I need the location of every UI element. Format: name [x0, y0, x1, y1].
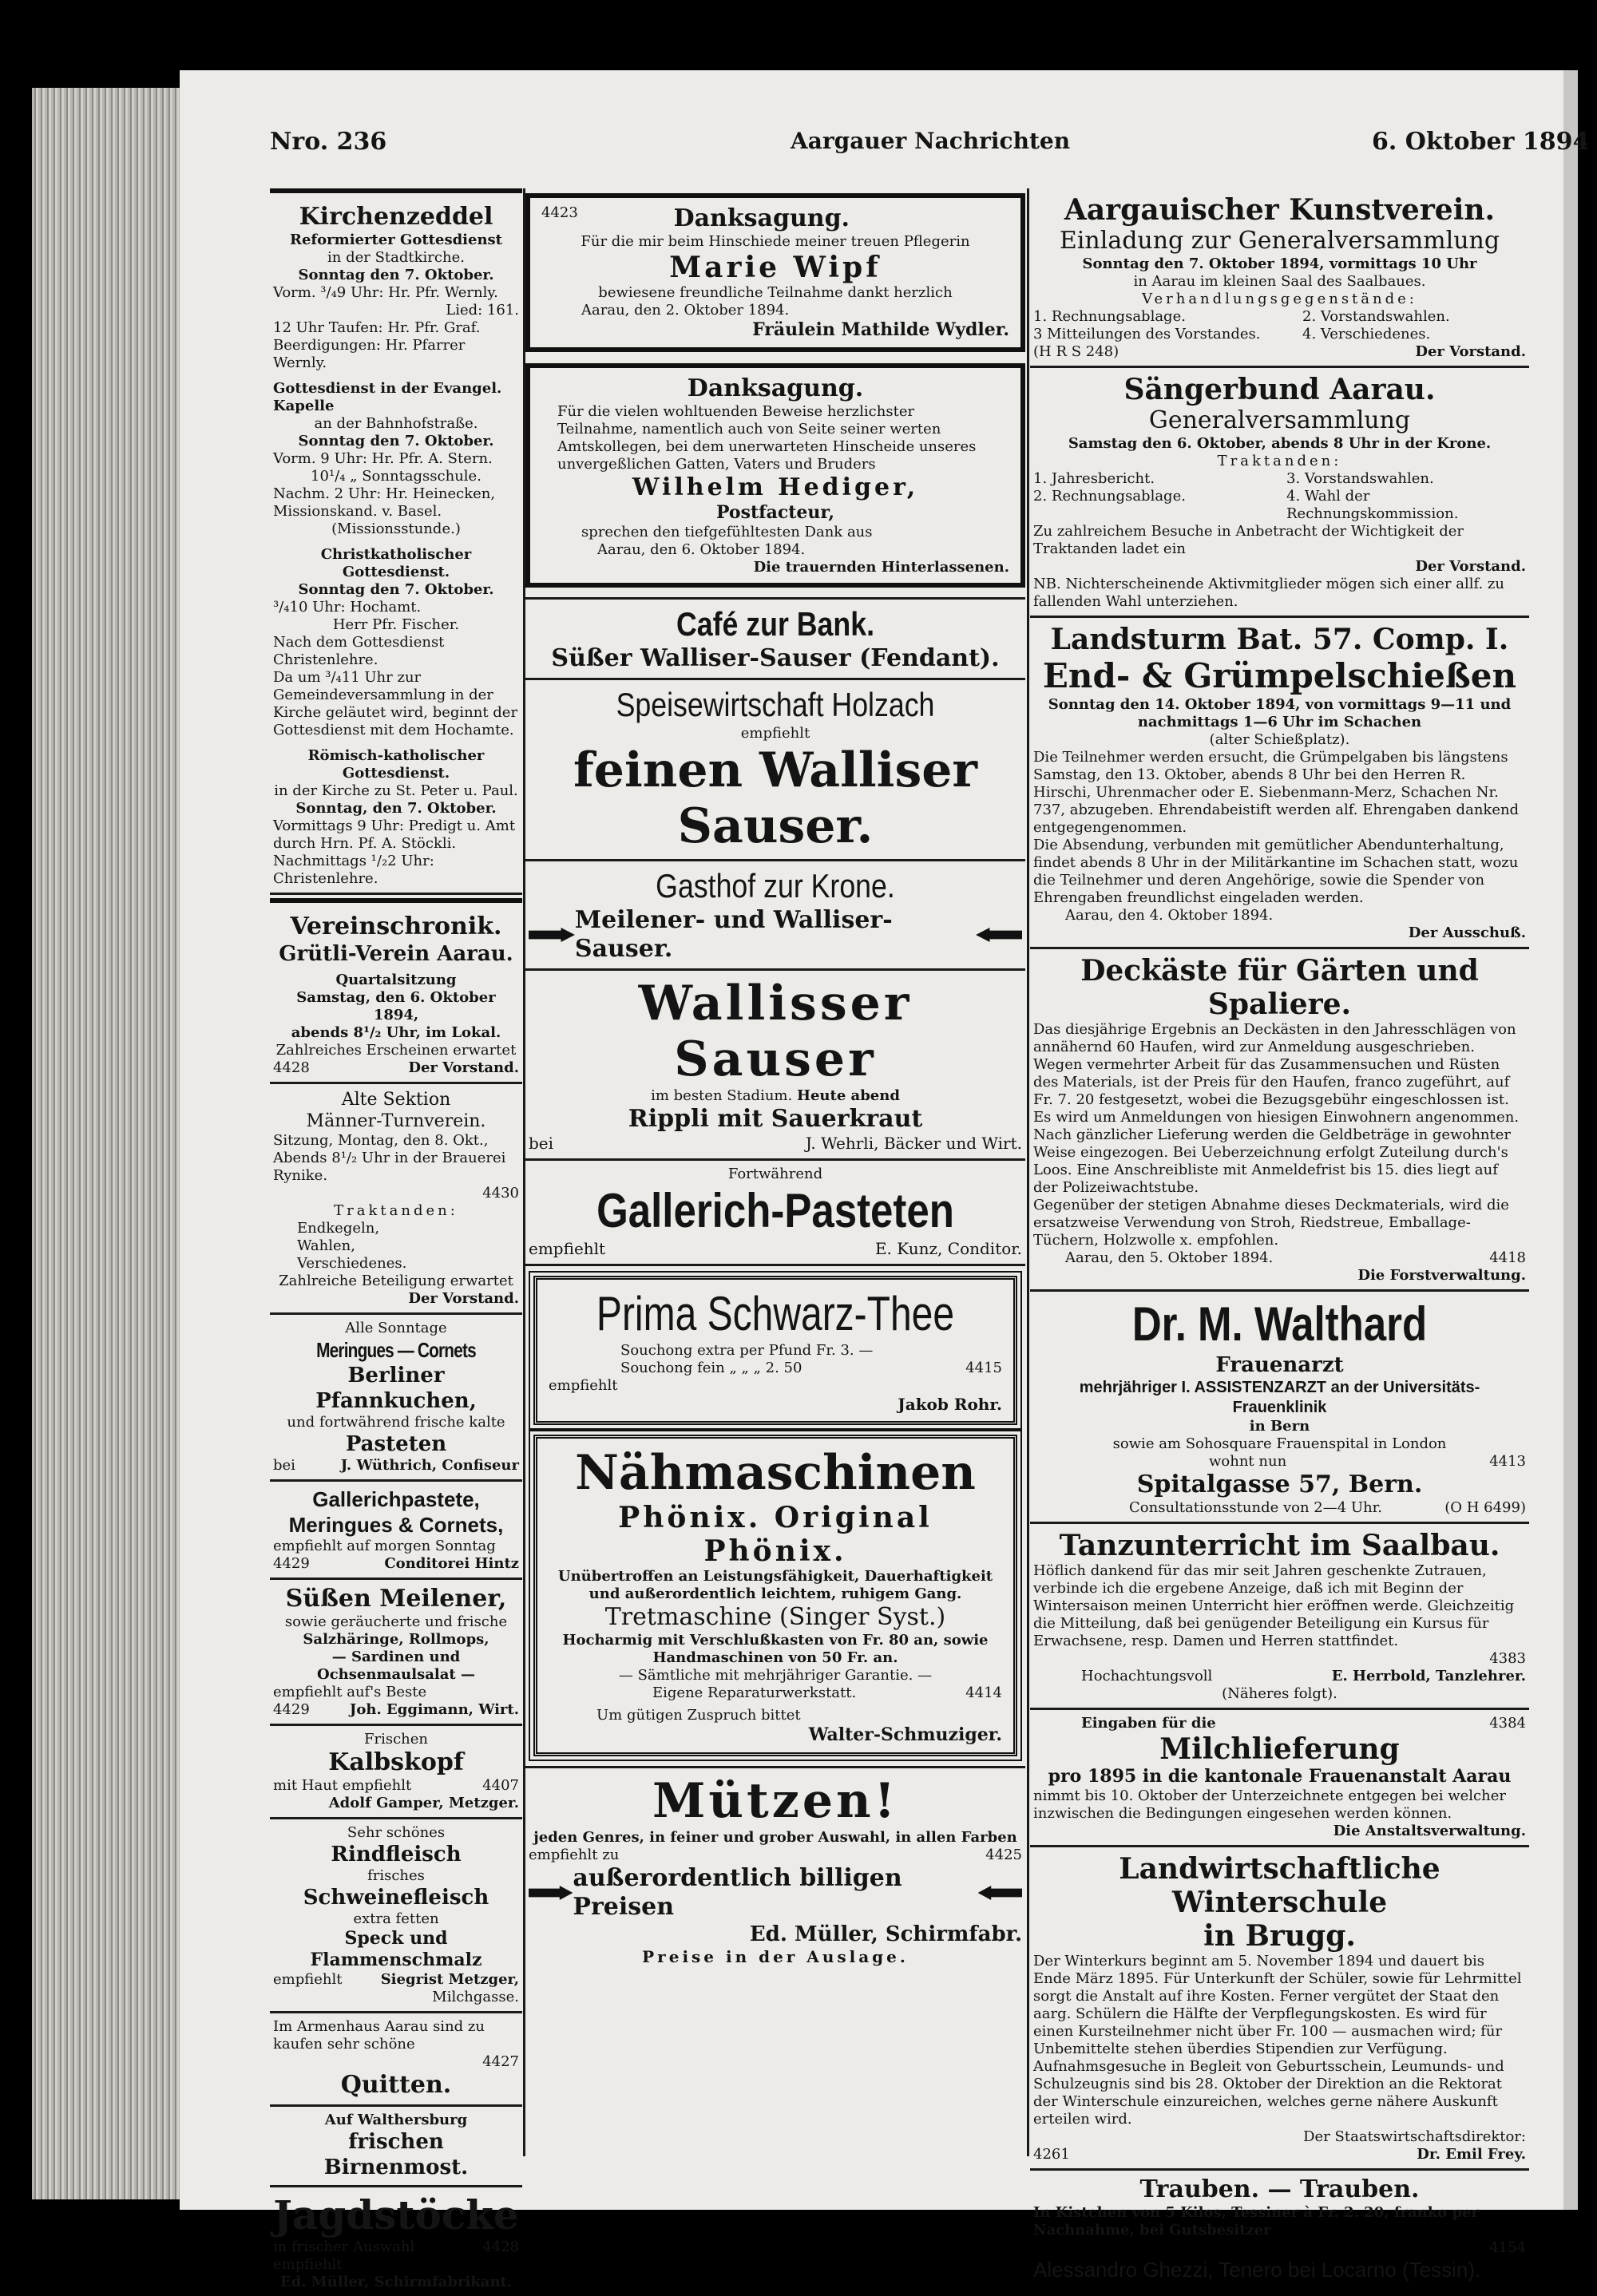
text-line: Das diesjährige Ergebnis an Deckästen in den Jahresschlägen von annähernd 60 Haufen, wird zur Anmeldung ausgeschrieben. Wegen vermehrter Arbeit für das Zusammensuchen und Rüsten des Materials, ist der Preis für den Haufen, franco zugeführt, auf Fr. 7. 20 festgesetzt, wobei die Bezugsgebühr eingeschlossen ist. Es wird um Anmeldungen von hiesigen Einwohnern angenommen. Nach gänzlicher Lieferung werden die Geldbeträge in gewohnter Weise eingezogen. Bei Ueberzeichnung erfolgt Zuteilung durch's Loos. Eine Anschreibliste mit Anmeldefrist bis 15. dies liegt auf der Polizeiwachtstube. [1033, 1021, 1520, 1196]
column-left [270, 188, 522, 2296]
ad-number: 4415 [965, 1360, 1002, 1376]
book-spine-pages [32, 88, 184, 2199]
text-line: außerordentlich billigen Preisen [573, 1864, 902, 1921]
text-line: Pasteten [345, 1432, 447, 1456]
ad-number: 4413 [1489, 1453, 1526, 1470]
text-line: Vorm. 9 Uhr: Hr. Pfr. A. Stern. [273, 450, 493, 467]
text-line: in der Stadtkirche. [327, 249, 465, 266]
section-title: Landwirtschaftliche Winterschule [1119, 1852, 1440, 1919]
text-line: Samstag, den 6. Oktober 1894, [296, 989, 496, 1023]
text-line: (Näheres folgt). [1222, 1685, 1337, 1702]
meilener-ad [270, 1580, 522, 1726]
ad-code: (H R S 248) [1033, 343, 1119, 360]
ad-number: 4414 [965, 1684, 1002, 1701]
text-line: Berliner Pfannkuchen, [315, 1364, 477, 1413]
ad-number: 4430 [482, 1185, 519, 1201]
text-line: Mützen! [652, 1773, 898, 1829]
text-line: frisches [367, 1867, 425, 1884]
turnverein-notice [270, 1084, 522, 1315]
section-title: Milchlieferung [1159, 1732, 1400, 1766]
text-line: empfiehlt auf's Beste [273, 1684, 427, 1700]
signature: J. Wüthrich, Confiseur [340, 1457, 519, 1474]
text-line: pro 1895 in die kantonale Frauenanstalt Aarau [1048, 1766, 1512, 1787]
text-line: 1. Rechnungsablage. [1033, 308, 1186, 325]
text-line: Nachmittags ¹/₂2 Uhr: Christenlehre. [273, 853, 434, 887]
text-line: Verschiedenes. [297, 1255, 407, 1272]
text-line: sowie am Sohosquare Frauenspital in London [1112, 1435, 1447, 1452]
signature: Siegrist Metzger, [380, 1971, 519, 1988]
pastry-ad [270, 1315, 522, 1482]
signature: Der Vorstand. [1415, 558, 1526, 575]
signature: Die Anstaltsverwaltung. [1333, 1823, 1526, 1839]
thanks-notice-wipf [525, 193, 1025, 352]
section-title: Trauben. — Trauben. [1139, 2175, 1420, 2203]
text-line: bewiesene freundliche Teilnahme dankt herzlich [598, 284, 953, 301]
text-line: Quitten. [340, 2071, 452, 2099]
text-line: Zahlreiche Beteiligung erwartet [279, 1273, 513, 1289]
winter-school-notice [1030, 1847, 1529, 2171]
text-line: (alter Schießplatz). [1209, 731, 1350, 748]
ad-number: 4429 [273, 1555, 310, 1572]
text-line: Einladung zur Generalversammlung [1059, 227, 1500, 255]
text-line: Speisewirtschaft Holzach [616, 686, 935, 723]
text-line: extra fetten [353, 1910, 439, 1927]
text-line: nimmt bis 10. Oktober der Unterzeichnete entgegen bei welcher inzwischen die Bedingungen eingesehen werden können. [1033, 1787, 1506, 1822]
ad-code: (O H 6499) [1444, 1499, 1526, 1516]
signature: E. Kunz, Conditor. [874, 1239, 1022, 1258]
text-line: Jagdstöcke [273, 2191, 519, 2239]
text-line: Gallerich-Pasteten [596, 1184, 954, 1237]
text-line: Auf Walthersburg [324, 2112, 468, 2128]
text-line: Salzhäringe, Rollmops, [303, 1631, 489, 1648]
text-line: empfiehlt zu [529, 1847, 620, 1863]
text-line: Beerdigungen: Hr. Pfarrer Wernly. [273, 337, 466, 371]
text-line: empfiehlt auf morgen Sonntag [273, 1538, 496, 1554]
text-line: Rippli mit Sauerkraut [628, 1105, 923, 1133]
text-line: Milchgasse. [432, 1989, 519, 2005]
text-line: Christkatholischer Gottesdienst. [320, 546, 472, 580]
text-line: Zahlreiches Erscheinen erwartet [275, 1042, 517, 1059]
text-line: empfiehlt [740, 725, 810, 742]
text-line: Für die mir beim Hinschiede meiner treuen Pflegerin [581, 233, 970, 250]
text-line: Traktanden: [1217, 453, 1342, 469]
text-line: in Aarau im kleinen Saal des Saalbaues. [1133, 273, 1426, 290]
text-line: Zu zahlreichem Besuche in Anbetracht der Wichtigkeit der Traktanden ladet ein [1033, 523, 1464, 557]
milk-supply-notice [1030, 1710, 1529, 1847]
text-line: Sonntag den 7. Oktober. [298, 581, 494, 598]
text-line: Café zur Bank. [676, 605, 874, 643]
krone-ad [525, 861, 1025, 971]
text-line: Für die vielen wohltuenden Beweise herzlichster Teilnahme, namentlich auch von Seite seiner werten Amtskollegen, bei dem unerwarteten Hinscheide unseres unvergeßlichen Gatten, Vaters und Bruders [557, 403, 977, 473]
wallisser-ad [525, 971, 1025, 1161]
ad-number: 4383 [1489, 1650, 1526, 1667]
text-line: an der Bahnhofstraße. [314, 415, 478, 432]
tea-ad [533, 1276, 1017, 1425]
ad-number: 4384 [1489, 1715, 1526, 1732]
thanks-notice-hediger [525, 363, 1025, 588]
ad-number: 4261 [1033, 2146, 1070, 2163]
text-line: Aarau, den 5. Oktober 1894. [1065, 1249, 1274, 1266]
text-line: 3 Mitteilungen des Vorstandes. [1033, 326, 1261, 342]
ad-number: 4418 [1489, 1249, 1526, 1266]
text-line: Gasthof zur Krone. [656, 867, 895, 905]
text-line: 2. Vorstandswahlen. [1302, 308, 1450, 325]
text-line: sowie geräucherte und frische [284, 1613, 508, 1630]
quitten-ad [270, 2013, 522, 2107]
text-line: Marie Wipf [669, 251, 882, 284]
text-line: Preise in der Auslage. [642, 1947, 909, 1966]
text-line: Samstag den 6. Oktober, abends 8 Uhr in der Krone. [1068, 435, 1492, 452]
signature: Der Vorstand. [408, 1290, 519, 1307]
caps-ad [525, 1766, 1025, 1972]
text-line: Quartalsitzung [335, 972, 457, 988]
text-line: Da um ³/₄11 Uhr zur Gemeindeversammlung in der Kirche geläutet wird, beginnt der Gottesdienst mit dem Hochamte. [273, 669, 518, 738]
text-line: End- & Grümpelschießen [1042, 656, 1517, 695]
text-line: Phönix. Original Phönix. [618, 1501, 933, 1568]
signature: Fräulein Mathilde Wydler. [752, 319, 1009, 340]
text-line: wohnt nun [1209, 1453, 1287, 1470]
ad-number: 4423 [541, 204, 578, 221]
text-line: Nachm. 2 Uhr: Hr. Heinecken, Missionskand. v. Basel. [273, 485, 496, 520]
text-line: 12 Uhr Taufen: Hr. Pfr. Graf. [273, 319, 481, 336]
grapes-ad [1030, 2171, 1529, 2287]
text-line: Schweinefleisch [303, 1886, 489, 1910]
text-line: Frischen [363, 1731, 428, 1748]
text-line: Der Winterkurs beginnt am 5. November 1894 und dauert bis Ende März 1895. Für Unterkunft der Schüler, sowie für Lehrmittel sorgt die Anstalt auf ihre Kosten. Ferner vergütet der Staat den aarg. Schülern die Hälfte der Verpflegungskosten. Es wird für einen Kursteilnehmer nicht über Fr. 100 — ausmachen wird; für Unbemittelte stehen überdies Stipendien zur Verfügung. Aufnahmsgesuche in Begleit von Geburtsschein, Leumunds- und Schulzeugnis sind bis 28. Oktober der Direktion an die Rektorat der Winterschule einzureichen, welches gerne nähere Auskunft erteilen wird. [1033, 1953, 1522, 2128]
notice-title: Danksagung. [687, 374, 864, 402]
signature: Jakob Rohr. [898, 1395, 1002, 1414]
text-line: 10¹/₄ „ Sonntagsschule. [311, 468, 481, 485]
text-line: empfiehlt [549, 1377, 618, 1394]
text-line: Fortwährend [727, 1166, 823, 1182]
column-right [1030, 188, 1529, 2287]
text-line: bei [273, 1457, 295, 1474]
text-line: Meringues & Cornets, [288, 1513, 504, 1537]
text-line: Aarau, den 6. Oktober 1894. [597, 541, 806, 558]
text-line: NB. Nichterscheinende Aktivmitglieder mögen sich einer allf. zu fallenden Wahl unterziehen. [1033, 576, 1505, 610]
dance-lessons-ad [1030, 1524, 1529, 1710]
birnenmost-ad [270, 2107, 522, 2187]
text-line: Souchong fein „ „ „ 2. 50 [620, 1360, 802, 1376]
text-line: Nähmaschinen [575, 1445, 976, 1501]
text-line: Grütli-Verein Aarau. [279, 942, 513, 966]
text-line: Nach dem Gottesdienst Christenlehre. [273, 634, 445, 668]
text-line: Generalversammlung [1148, 406, 1411, 434]
jagdstoecke-ad [270, 2187, 522, 2296]
signature: J. Wehrli, Bäcker und Wirt. [805, 1134, 1022, 1153]
church-notices [270, 198, 522, 895]
signature: E. Herrbold, Tanzlehrer. [1331, 1668, 1526, 1684]
text-line: Sehr schönes [347, 1824, 446, 1841]
text-line: Aarau, den 4. Oktober 1894. [1065, 907, 1274, 924]
butcher-ad [270, 1819, 522, 2013]
signature: Adolf Gamper, Metzger. [328, 1795, 519, 1811]
text-line: Sonntag den 7. Oktober 1894, vormittags 10 Uhr [1082, 255, 1477, 272]
text-line: (Missionsstunde.) [331, 521, 461, 537]
text-line: Traktanden: [334, 1202, 458, 1219]
signature: Der Ausschuß. [1408, 924, 1526, 941]
column-middle [525, 188, 1025, 1972]
text-line: Süßer Walliser-Sauser (Fendant). [551, 644, 1000, 672]
text-line: Um gütigen Zuspruch bittet [596, 1707, 801, 1724]
text-line: Frauenarzt [1215, 1353, 1344, 1377]
text-line: Aarau, den 2. Oktober 1894. [581, 302, 790, 319]
landsturm-notice [1030, 618, 1529, 949]
text-line: mit Haut empfiehlt [273, 1777, 412, 1794]
text-line: empfiehlt [273, 1971, 343, 1988]
text-line: Alte Sektion [341, 1090, 451, 1110]
signature: Ed. Müller, Schirmfabrikant. [279, 2274, 513, 2290]
text-line: Tretmaschine (Singer Syst.) [604, 1603, 946, 1631]
club-chronicle [270, 908, 522, 1084]
notice-title: Danksagung. [673, 204, 850, 232]
text-line: Vorm. ³/₄9 Uhr: Hr. Pfr. Wernly. [273, 284, 498, 301]
text-line: abends 8¹/₂ Uhr, im Lokal. [291, 1024, 501, 1041]
gallerich-ad [270, 1482, 522, 1580]
text-line: Consultationsstunde von 2—4 Uhr. [1129, 1499, 1383, 1516]
pointing-hand-icon [529, 1886, 573, 1900]
text-line: frischen Birnenmost. [323, 2130, 469, 2179]
section-title: Dr. M. Walthard [1131, 1297, 1428, 1351]
text-line: Sonntag den 7. Oktober. [298, 267, 494, 283]
text-line: Im Armenhaus Aarau sind zu kaufen sehr schöne [273, 2018, 485, 2053]
ad-number: 4428 [482, 2239, 519, 2255]
text-line: Eingaben für die [1081, 1715, 1216, 1732]
section-title: Sängerbund Aarau. [1123, 373, 1436, 406]
text-line: Gottesdienst in der Evangel. Kapelle [273, 380, 502, 414]
text-line: feinen Walliser Sauser. [573, 742, 978, 854]
ad-number: 4428 [273, 1059, 310, 1076]
text-line: Souchong extra per Pfund Fr. 3. — [620, 1342, 874, 1359]
text-line: Männer-Turnverein. [306, 1111, 486, 1131]
text-line: 4. Verschiedenes. [1302, 326, 1431, 342]
text-line: Hocharmig mit Verschlußkasten von Fr. 80 an, sowie Handmaschinen von 50 Fr. an. [562, 1632, 989, 1666]
text-line: Kalbskopf [328, 1748, 464, 1776]
doctor-ad [1030, 1292, 1529, 1524]
text-line: 3. Vorstandswahlen. [1286, 470, 1434, 487]
text-line: mehrjähriger I. ASSISTENZARZT an der Universitäts-Frauenklinik [1079, 1379, 1480, 1416]
text-line: bei [529, 1134, 554, 1153]
text-line: Die Teilnehmer werden ersucht, die Grümpelgaben bis längstens Samstag, den 13. Oktober, abends 8 Uhr bei den Herren R. Hirschi, Uhrenmacher oder E. Siebenmann-Merz, Schachen Nr. 737, abzugeben. Ehrendabeistift werden alf. Ehrengaben dankend entgegengenommen. [1033, 749, 1520, 836]
text-line: Unübertroffen an Leistungsfähigkeit, Dauerhaftigkeit und außerordentlich leichtem, ruhigem Gang. [557, 1568, 993, 1602]
text-line: Lied: 161. [446, 302, 519, 319]
text-line: in Brugg. [1203, 1919, 1356, 1953]
text-line: Sonntag den 7. Oktober. [298, 433, 494, 449]
text-line: Höflich dankend für das mir seit Jahren geschenkte Zutrauen, verbinde ich die ergebene Anzeige, daß ich mit Beginn der Wintersaison meinen Unterricht hier eröffnen werde. Gleichzeitig die Mitteilung, daß bei genügender Beteiligung ein Kursus für Erwachsene, resp. Damen und Herren stattfindet. [1033, 1562, 1515, 1649]
text-line: Postfacteur, [715, 502, 835, 523]
column-rule [1027, 188, 1029, 2156]
text-line: Sitzung, Montag, den 8. Okt., Abends 8¹/₂ Uhr in der Brauerei Rynike. [273, 1132, 506, 1184]
text-line: — Sämtliche mit mehrjähriger Garantie. — [618, 1667, 933, 1684]
text-line: In Kistchen von 5 Kilos, Tessiner à Fr. 2. 20, franko per Nachnahme, bei Gutsbesitzer [1033, 2204, 1479, 2239]
text-line: Spitalgasse 57, Bern. [1136, 1471, 1423, 1498]
holzach-ad [525, 680, 1025, 861]
ad-number: 4407 [482, 1777, 519, 1794]
text-line: empfiehlt [529, 1239, 606, 1258]
text-line: Gegenüber der stetigen Abnahme dieses Deckmaterials, wird die ersatzweise Verwendung von Stroh, Riedstreue, Emballage-Tüchern, Holzwolle x. empfohlen. [1033, 1197, 1509, 1249]
text-line: Gallerichpastete, [312, 1487, 480, 1511]
signature: Der Vorstand. [1415, 343, 1526, 360]
section-title: Landsturm Bat. 57. Comp. I. [1050, 623, 1509, 656]
ad-number: 4425 [985, 1847, 1022, 1863]
text-line: Süßen Meilener, [285, 1585, 507, 1613]
text-line: Rindfleisch [331, 1843, 462, 1866]
text-line: Endkegeln, [297, 1220, 380, 1237]
signature: Der Vorstand. [408, 1059, 519, 1076]
pasteten-ad [525, 1161, 1025, 1266]
signature: Joh. Eggimann, Wirt. [349, 1701, 519, 1718]
text-line: Herr Pfr. Fischer. [332, 616, 460, 633]
text-line: im besten Stadium. [651, 1087, 793, 1104]
issue-number: Nro. 236 [270, 128, 387, 156]
page-edge [1563, 70, 1578, 2210]
text-line: Römisch-katholischer Gottesdienst. [307, 747, 485, 782]
text-line: Verhandlungsgegenstände: [1142, 291, 1417, 307]
kalbskopf-ad [270, 1726, 522, 1819]
text-line: Prima Schwarz-Thee [596, 1287, 955, 1340]
section-title: Deckäste für Gärten und Spaliere. [1080, 954, 1479, 1021]
text-line: Sonntag, den 7. Oktober. [295, 800, 497, 817]
text-line: Reformierter Gottesdienst [290, 232, 502, 248]
text-line: Alle Sonntage [345, 1320, 447, 1336]
text-line: — Sardinen und Ochsenmaulsalat — [317, 1649, 475, 1683]
forestry-notice [1030, 949, 1529, 1292]
text-line: jeden Genres, in feiner und grober Auswahl, in allen Farben [533, 1829, 1017, 1846]
text-line: 2. Rechnungsablage. [1033, 488, 1186, 505]
text-line: Hochachtungsvoll [1081, 1668, 1213, 1684]
text-line: Wilhelm Hediger, [632, 473, 919, 501]
text-line: Meilener- und Walliser-Sauser. [574, 906, 893, 963]
signature: Die Forstverwaltung. [1357, 1267, 1526, 1284]
text-line: Wallisser Sauser [638, 976, 913, 1087]
text-line: in Bern [1249, 1418, 1310, 1435]
pointing-hand-icon [976, 928, 1022, 942]
text-line: und fortwährend frische kalte [287, 1414, 505, 1431]
text-line: Meringues — Cornets [316, 1338, 476, 1362]
text-line: in der Kirche zu St. Peter u. Paul. [274, 782, 518, 799]
ad-number: 4429 [273, 1701, 310, 1718]
choir-notice [1030, 368, 1529, 618]
text-line: Wahlen, [297, 1237, 355, 1254]
text-line: in frischer Auswahl empfiehlt [273, 2239, 415, 2273]
text-line: Eigene Reparaturwerkstatt. [652, 1684, 857, 1701]
text-line: Sonntag den 14. Oktober 1894, von vormittags 9—11 und nachmittags 1—6 Uhr im Schachen [1048, 696, 1512, 730]
text-line: sprechen den tiefgefühltesten Dank aus [581, 524, 873, 540]
issue-date: 6. Oktober 1894 [1372, 128, 1590, 156]
signature: Die trauernden Hinterlassenen. [753, 559, 1009, 576]
signature: Conditorei Hintz [384, 1555, 519, 1572]
section-title: Tanzunterricht im Saalbau. [1059, 1529, 1500, 1562]
text-line: ³/₄10 Uhr: Hochamt. [273, 599, 422, 616]
ad-number: 4154 [1489, 2239, 1526, 2256]
cafe-ad [525, 597, 1025, 680]
signature: Dr. Emil Frey. [1417, 2146, 1526, 2163]
section-title: Kirchenzeddel [299, 203, 493, 231]
text-line: Heute abend [796, 1087, 900, 1104]
text-line: Der Staatswirtschaftsdirektor: [1303, 2128, 1526, 2145]
signature: Walter-Schmuziger. [808, 1724, 1002, 1745]
text-line: Die Absendung, verbunden mit gemütlicher Abendunterhaltung, findet abends 8 Uhr in der Militärkantine im Schachen statt, wozu die Teilnehmer und deren Angehörige, sowie die Spender von Ehrengaben freundlichst eingeladen werden. [1033, 837, 1519, 906]
art-society-notice [1030, 188, 1529, 368]
section-title: Vereinschronik. [290, 912, 502, 940]
text-line: 1. Jahresbericht. [1033, 470, 1155, 487]
pointing-hand-icon [529, 928, 575, 942]
text-line: Speck und Flammenschmalz [310, 1928, 482, 1970]
ad-number: 4427 [482, 2053, 519, 2070]
section-title: Aargauischer Kunstverein. [1064, 193, 1496, 227]
signature: Ed. Müller, Schirmfabr. [749, 1922, 1022, 1946]
newspaper-title: Aargauer Nachrichten [791, 128, 1071, 154]
text-line: Alessandro Ghezzi, Tenero bei Locarno (Tessin). [1033, 2258, 1481, 2282]
text-line: 4. Wahl der Rechnungskommission. [1286, 488, 1459, 522]
pointing-hand-icon [978, 1886, 1022, 1900]
sewing-machine-ad [533, 1435, 1017, 1756]
text-line: Vormittags 9 Uhr: Predigt u. Amt durch Hrn. Pf. A. Stöckli. [273, 817, 516, 852]
